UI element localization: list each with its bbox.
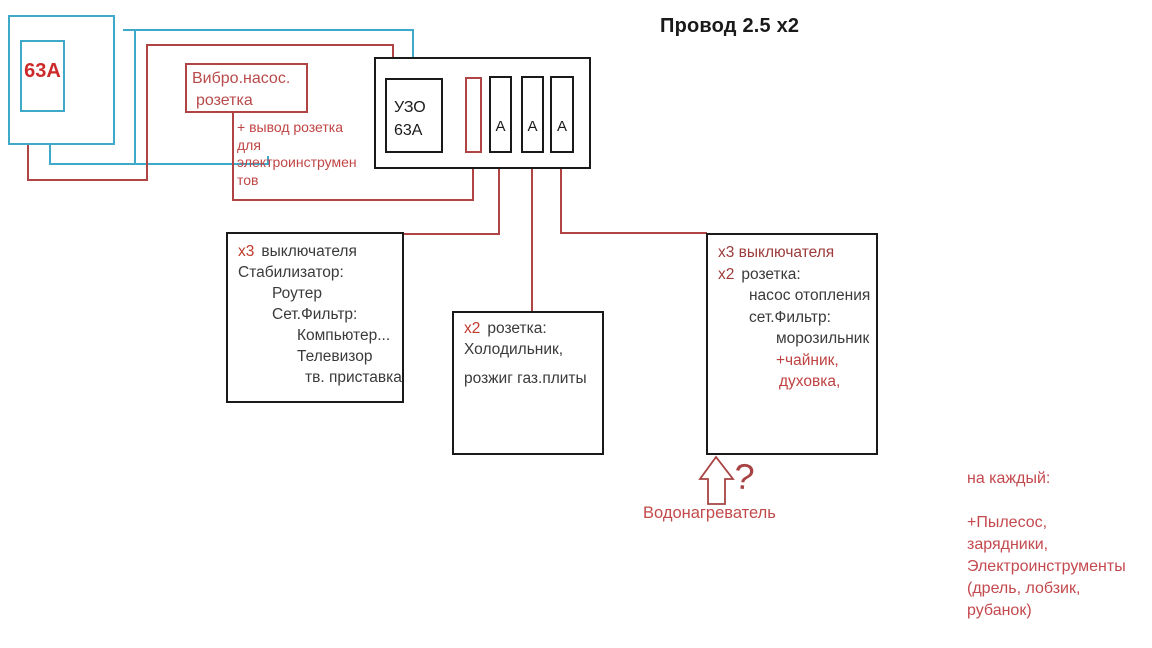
list-item: сет.Фильтр: [749, 308, 831, 326]
annotation-line: Электроинструменты [967, 558, 1126, 575]
question-mark: ? [731, 455, 757, 498]
note-line: + вывод розетка [237, 119, 344, 135]
red-bus-module-box [465, 77, 482, 153]
quantity-accent: х2 [464, 320, 481, 337]
per-each-annotation [967, 468, 1126, 622]
up-arrow-icon [700, 457, 733, 504]
breaker2-box [521, 76, 544, 153]
annotation-spacer [967, 490, 1126, 512]
list-item: х2 розетка: [464, 320, 547, 337]
quantity-accent: х3 [238, 243, 255, 260]
breaker1-label: А [495, 118, 506, 135]
breaker3-box [550, 76, 574, 153]
list-item: х3 выключателя [238, 243, 357, 260]
list-item: х2 розетка: [718, 265, 801, 283]
diagram-title: Провод 2.5 х2 [660, 15, 800, 37]
uzo-label-line2: 63А [394, 122, 423, 139]
breaker2-label: А [527, 118, 538, 135]
list-item: Телевизор [297, 348, 373, 365]
list-item: духовка, [779, 373, 841, 390]
socket-output-note [237, 119, 372, 189]
annotation-line: зарядники, [967, 536, 1049, 553]
list-item: х3 выключателя [718, 244, 835, 261]
annotation-line: на каждый: [967, 470, 1051, 487]
vibro-label-line1: Вибро.насос. [192, 70, 291, 87]
right-load-list-box [706, 233, 878, 455]
note-line: тов [237, 171, 259, 188]
list-item: насос отопления [749, 287, 871, 304]
middle-load-list-box [452, 311, 604, 455]
left-load-list-box [226, 232, 404, 403]
annotation-line: (дрель, лобзик, [967, 580, 1081, 597]
quantity-accent: х2 [718, 265, 735, 283]
list-item: +чайник, [776, 351, 839, 369]
list-item: Сет.Фильтр: [272, 306, 358, 323]
breaker3-label: А [556, 118, 567, 135]
list-item: Компьютер... [297, 327, 391, 344]
meter-rating-label: 63А [24, 60, 61, 82]
uzo-label-line1: УЗО [394, 99, 426, 116]
water-heater-label: Водонагреватель [643, 504, 776, 522]
note-line: электроинструмен [237, 154, 357, 170]
breaker1-box [489, 76, 512, 153]
list-item: розжиг газ.плиты [464, 370, 587, 387]
list-item: морозильник [776, 330, 870, 347]
vibro-label-line2: розетка [196, 92, 253, 109]
note-line: для [237, 136, 261, 153]
list-item: тв. приставка [305, 369, 402, 386]
list-item: Стабилизатор: [238, 264, 344, 281]
vibro-pump-socket-box [185, 63, 308, 113]
uzo-device-box [385, 78, 443, 153]
list-item: Роутер [272, 285, 323, 302]
annotation-line: +Пылесос, [967, 514, 1048, 531]
list-item: Холодильник, [464, 341, 564, 358]
annotation-line: рубанок) [967, 602, 1032, 619]
